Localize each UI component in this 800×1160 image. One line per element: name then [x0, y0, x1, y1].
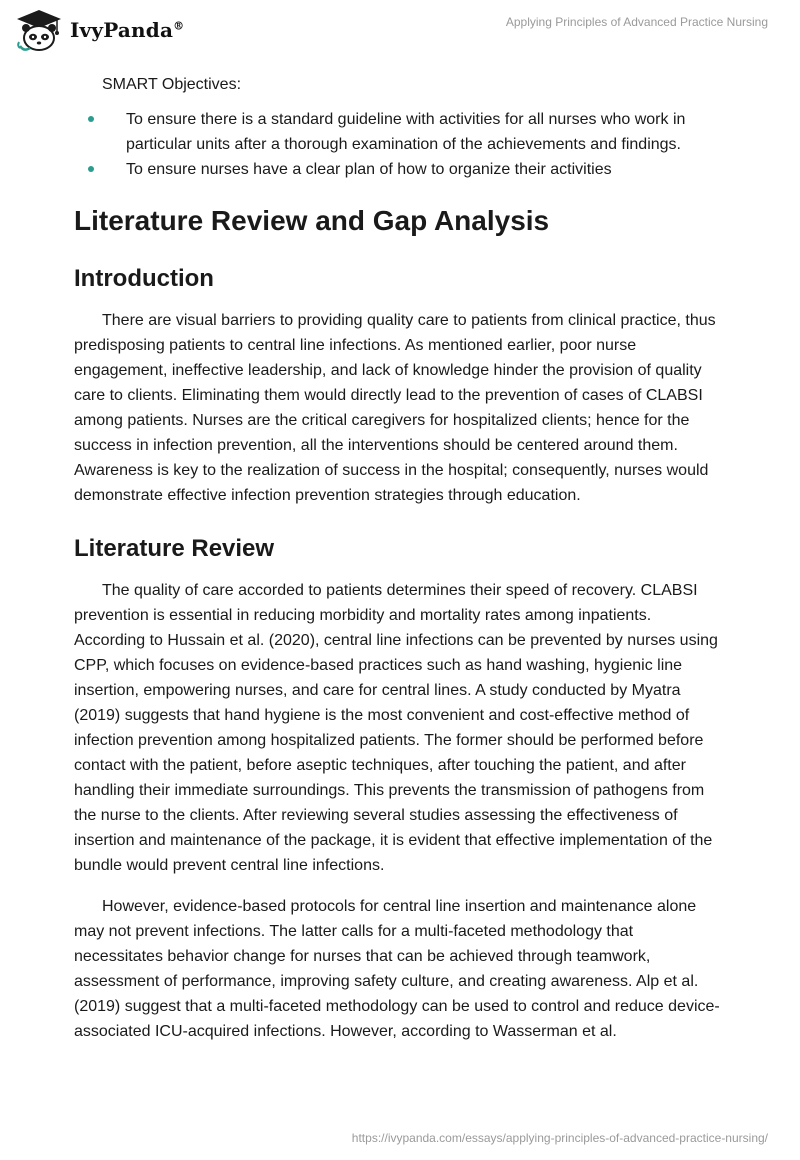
objectives-list: [74, 107, 724, 182]
panda-graduate-icon: [14, 8, 64, 52]
literature-paragraph-2: However, evidence-based protocols for central line insertion and maintenance alone may not prevent infections. The latter calls for a multi-faceted methodology that necessitates behavior change for nurses that can be achieved through teamwork, assessment of performance, improving safety culture, and creating awareness. Alp et al. (2019) suggest that a multi-faceted methodology can be used to control and reduce device-associated ICU-acquired infections. However, according to Wasserman et al.: [74, 898, 720, 1040]
document-title: Applying Principles of Advanced Practice Nursing: [505, 15, 768, 29]
list-item-text: To ensure nurses have a clear plan of how to organize their activities: [126, 161, 612, 178]
introduction-heading: Introduction: [74, 265, 214, 292]
literature-paragraph-1: The quality of care accorded to patients determines their speed of recovery. CLABSI prevention is essential in reducing morbidity and mortality rates among inpatients. According to Hussain et al. (2020), central line infections can be prevented by nurses using CPP, which focuses on evidence-based practices such as hand washing, hygienic line insertion, empowering nurses, and care for central lines. A study conducted by Myatra (2019) suggests that hand hygiene is the most convenient and cost-effective method of infection prevention among hospitalized patients. The former should be performed before contact with the patient, before aseptic techniques, after touching the patient, and after handling their immediate surroundings. This prevents the transmission of pathogens from the nurse to the clients. After reviewing several studies assessing the effectiveness of insertion and maintenance of the package, it is evident that effective implementation of the bundle would prevent central line infections.: [74, 582, 718, 874]
list-item-text: To ensure there is a standard guideline with activities for all nurses who work in particular units after a thorough examination of the achievements and findings.: [126, 111, 686, 153]
list-item: [74, 107, 724, 157]
page-header: [0, 0, 800, 70]
ivypanda-logo[interactable]: [14, 8, 184, 52]
bullet-icon: [88, 166, 94, 172]
literature-review-heading: Literature Review: [74, 535, 275, 562]
bullet-icon: [88, 116, 94, 122]
source-url[interactable]: https://ivypanda.com/essays/applying-principles-of-advanced-practice-nursing/: [351, 1131, 768, 1145]
logo-wordmark: IvyPanda®: [70, 18, 185, 42]
document-body: [74, 72, 724, 1044]
list-item: [74, 157, 724, 182]
introduction-paragraph: There are visual barriers to providing quality care to patients from clinical practice, thus predisposing patients to central line infections. As mentioned earlier, poor nurse engagement, ineffective leadership, and lack of knowledge hinder the provision of quality care to clients. Eliminating them would directly lead to the prevention of cases of CLABSI among patients. Nurses are the critical caregivers for hospitalized clients; hence for the success in infection prevention, all the interventions should be centered around them. Awareness is key to the realization of success in the hospital; consequently, nurses would demonstrate effective infection prevention strategies through education.: [74, 312, 716, 504]
section-heading: Literature Review and Gap Analysis: [74, 205, 550, 236]
smart-objectives-label: SMART Objectives:: [102, 76, 242, 93]
